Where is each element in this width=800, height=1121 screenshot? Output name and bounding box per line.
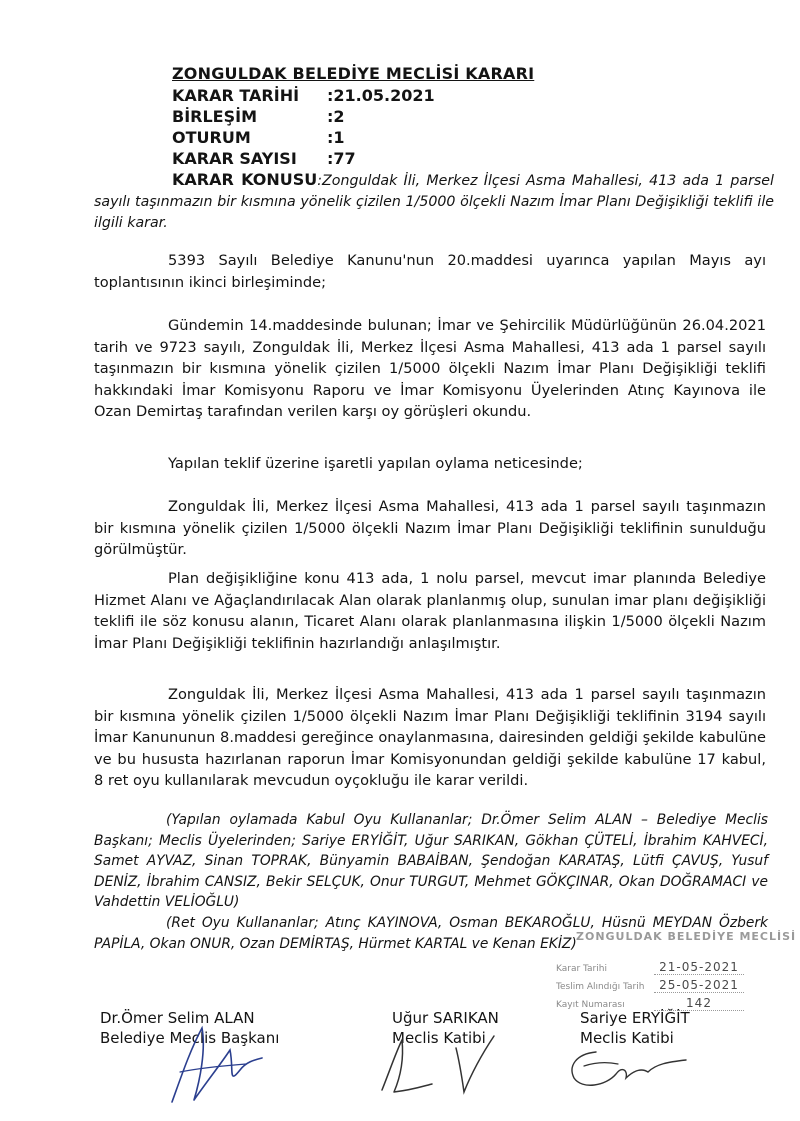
votes-reject: (Ret Oyu Kullananlar; Atınç KAYINOVA, Osman BEKAROĞLU, Hüsnü MEYDAN Özberk PAPİLA, Okan ONUR, Ozan DEMİRTAŞ, Hürmet KARTAL ve Kenan EKİZ)	[94, 915, 768, 952]
signatory-title: Meclis Katibi	[392, 1029, 486, 1047]
decision-subject	[94, 169, 774, 234]
chairman-signature-scribble	[150, 1010, 270, 1110]
stamp-value: 21-05-2021	[654, 960, 744, 975]
paragraph-proposal: Zonguldak İli, Merkez İlçesi Asma Mahallesi, 413 ada 1 parsel sayılı taşınmazın bir kısmına yönelik çizilen 1/5000 ölçekli Nazım İmar Planı Değişikliği teklifinin sunulduğu görülmüştür.	[94, 498, 766, 558]
subject-text: :Zonguldak İli, Merkez İlçesi Asma Mahallesi, 413 ada 1 parsel sayılı taşınmazın bir kısmına yönelik çizilen 1/5000 ölçekli Nazım İmar Planı Değişikliği teklifi ile ilgili karar.	[94, 173, 774, 231]
signatory-name: Uğur SARIKAN	[392, 1009, 499, 1027]
stamp-label: Karar Tarihi	[556, 964, 607, 974]
stamp-row-received-date	[556, 978, 744, 993]
votes-accept: (Yapılan oylamada Kabul Oyu Kullananlar; Dr.Ömer Selim ALAN – Belediye Meclis Başkanı; Meclis Üyelerinden; Sariye ERYİĞİT, Uğur SARIKAN, Gökhan ÇÜTELİ, İbrahim KAHVECİ, Samet AYVAZ, Sinan TOPRAK, Bünyamin BABAİBAN, Şendoğan KARATAŞ, Lütfi ÇAVUŞ, Yusuf DENİZ, İbrahim CANSIZ, Bekir SELÇUK, Onur TURGUT, Mehmet GÖKÇINAR, Okan DOĞRAMACI ve Vahdettin VELİOĞLU)	[94, 812, 768, 910]
signatory-title: Belediye Meclis Başkanı	[100, 1029, 280, 1047]
meta-session	[172, 106, 772, 127]
paragraph-decision: Zonguldak İli, Merkez İlçesi Asma Mahallesi, 413 ada 1 parsel sayılı taşınmazın bir kısmına yönelik çizilen 1/5000 ölçekli Nazım İmar Planı Değişikliği teklifinin 3194 sayılı İmar Kanununun 8.maddesi gereğince onaylanmasına, dairesinden geldiği şekilde kabulüne ve bu hususta hazırlanan raporun İmar Komisyonundan geldiği şekilde kabulüne 17 kabul, 8 ret oyu kullanılarak mevcudun oyçokluğu ile karar verildi.	[94, 686, 766, 789]
stamp-value: 142	[654, 996, 744, 1011]
clerk-1-signature-scribble	[372, 1030, 502, 1100]
paragraph-vote-intro: Yapılan teklif üzerine işaretli yapılan oylama neticesinde;	[168, 455, 583, 472]
stamp-row-decision-date	[556, 960, 744, 975]
stamp-label: Teslim Alındığı Tarih	[556, 982, 645, 992]
clerk-2-signature-scribble	[556, 1040, 706, 1100]
document-title: ZONGULDAK BELEDİYE MECLİSİ KARARI	[172, 64, 535, 83]
meta-sitting	[172, 127, 772, 148]
stamp-label: Kayıt Numarası	[556, 1000, 625, 1010]
meta-value: :77	[327, 149, 356, 168]
stamp-header: ZONGULDAK BELEDİYE MECLİSİ	[576, 930, 797, 943]
signatory-name: Dr.Ömer Selim ALAN	[100, 1009, 255, 1027]
meta-value: :21.05.2021	[327, 86, 435, 105]
meta-label: KARAR TARİHİ	[172, 86, 300, 105]
meta-label: KARAR SAYISI	[172, 149, 297, 168]
signatory-title: Meclis Katibi	[580, 1029, 674, 1047]
meta-decision-number	[172, 148, 772, 169]
document-header	[172, 63, 772, 169]
paragraph-intro: 5393 Sayılı Belediye Kanunu'nun 20.maddesi uyarınca yapılan Mayıs ayı toplantısının ikinci birleşiminde;	[94, 252, 766, 291]
paragraph-plan-change: Plan değişikliğine konu 413 ada, 1 nolu parsel, mevcut imar planında Belediye Hizmet Alanı ve Ağaçlandırılacak Alan olarak planlanmış olup, sunulan imar planı değişikliği teklifi ile söz konusu alanın, Ticaret Alanı olarak planlanmasına ilişkin 1/5000 ölçekli Nazım İmar Planı Değişikliği teklifinin hazırlandığı anlaşılmıştır.	[94, 570, 766, 652]
signatory-name: Sariye ERYİĞİT	[580, 1009, 690, 1027]
subject-label: KARAR KONUSU	[172, 170, 318, 189]
meta-value: :2	[327, 107, 345, 126]
meta-label: OTURUM	[172, 128, 251, 147]
meta-label: BİRLEŞİM	[172, 107, 257, 126]
paragraph-agenda: Gündemin 14.maddesinde bulunan; İmar ve Şehircilik Müdürlüğünün 26.04.2021 tarih ve 9723 sayılı, Zonguldak İli, Merkez İlçesi Asma Mahallesi, 413 ada 1 parsel sayılı taşınmazın bir kısmına yönelik çizilen 1/5000 ölçekli Nazım İmar Planı Değişikliği teklifi hakkındaki İmar Komisyonu Raporu ve İmar Komisyonu Üyelerinden Atınç Kayınova ile Ozan Demirtaş tarafından verilen karşı oy görüşleri okundu.	[94, 317, 766, 420]
meta-value: :1	[327, 128, 345, 147]
meta-decision-date	[172, 85, 772, 106]
stamp-value: 25-05-2021	[654, 978, 744, 993]
